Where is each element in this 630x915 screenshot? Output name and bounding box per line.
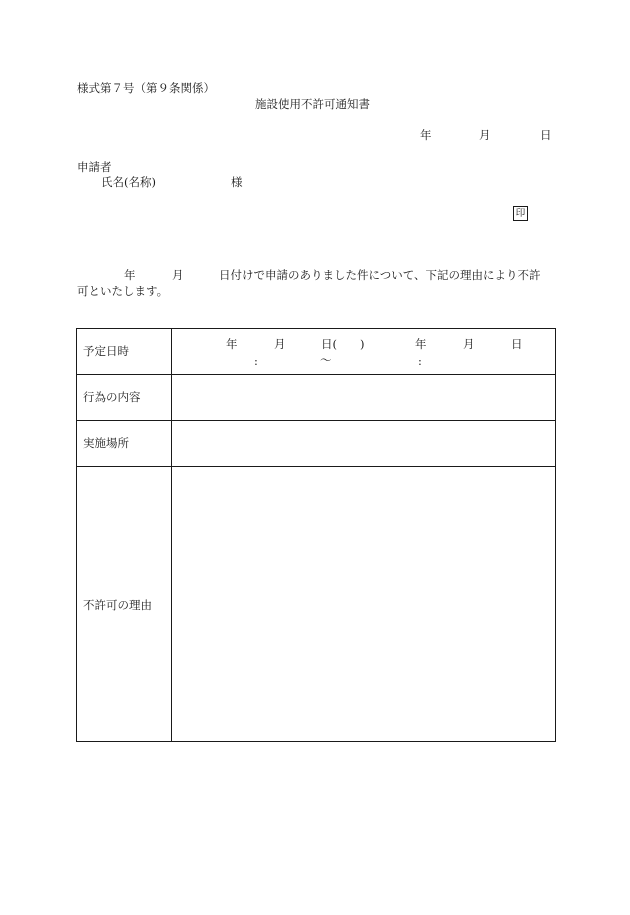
form-number: 様式第７号（第９条関係） — [77, 81, 215, 95]
schedule-weekday-close: ) — [360, 337, 365, 351]
body-year: 年 — [124, 268, 136, 282]
rejection-reason-label: 不許可の理由 — [83, 598, 152, 612]
applicant-name-label: 氏名(名称) — [101, 175, 156, 189]
schedule-tilde: ～ — [320, 353, 332, 367]
notice-table — [76, 328, 556, 742]
schedule-end-day: 日 — [511, 337, 523, 351]
issue-date-month: 月 — [479, 128, 491, 142]
schedule-label: 予定日時 — [83, 344, 129, 358]
schedule-start-time-colon: : — [254, 354, 258, 368]
activity-content-label: 行為の内容 — [83, 390, 141, 404]
issue-date-year: 年 — [420, 128, 432, 142]
body-text-line1: 日付けで申請のありました件について、下記の理由により不許 — [219, 268, 541, 282]
table-row-divider — [77, 374, 555, 375]
body-text-line2: 可といたします。 — [77, 284, 169, 298]
schedule-end-month: 月 — [463, 337, 475, 351]
schedule-start-month: 月 — [274, 337, 286, 351]
document-title: 施設使用不許可通知書 — [255, 97, 370, 111]
issue-date-day: 日 — [540, 128, 552, 142]
honorific-sama: 様 — [231, 175, 243, 189]
schedule-start-day: 日( — [321, 337, 337, 351]
schedule-end-year: 年 — [415, 337, 427, 351]
table-column-divider — [171, 329, 172, 741]
applicant-label: 申請者 — [77, 160, 112, 174]
location-label: 実施場所 — [83, 436, 129, 450]
table-row-divider — [77, 420, 555, 421]
seal-mark: 印 — [513, 206, 528, 221]
body-month: 月 — [172, 268, 184, 282]
table-row-divider — [77, 466, 555, 467]
schedule-start-year: 年 — [226, 337, 238, 351]
schedule-end-time-colon: : — [418, 354, 422, 368]
